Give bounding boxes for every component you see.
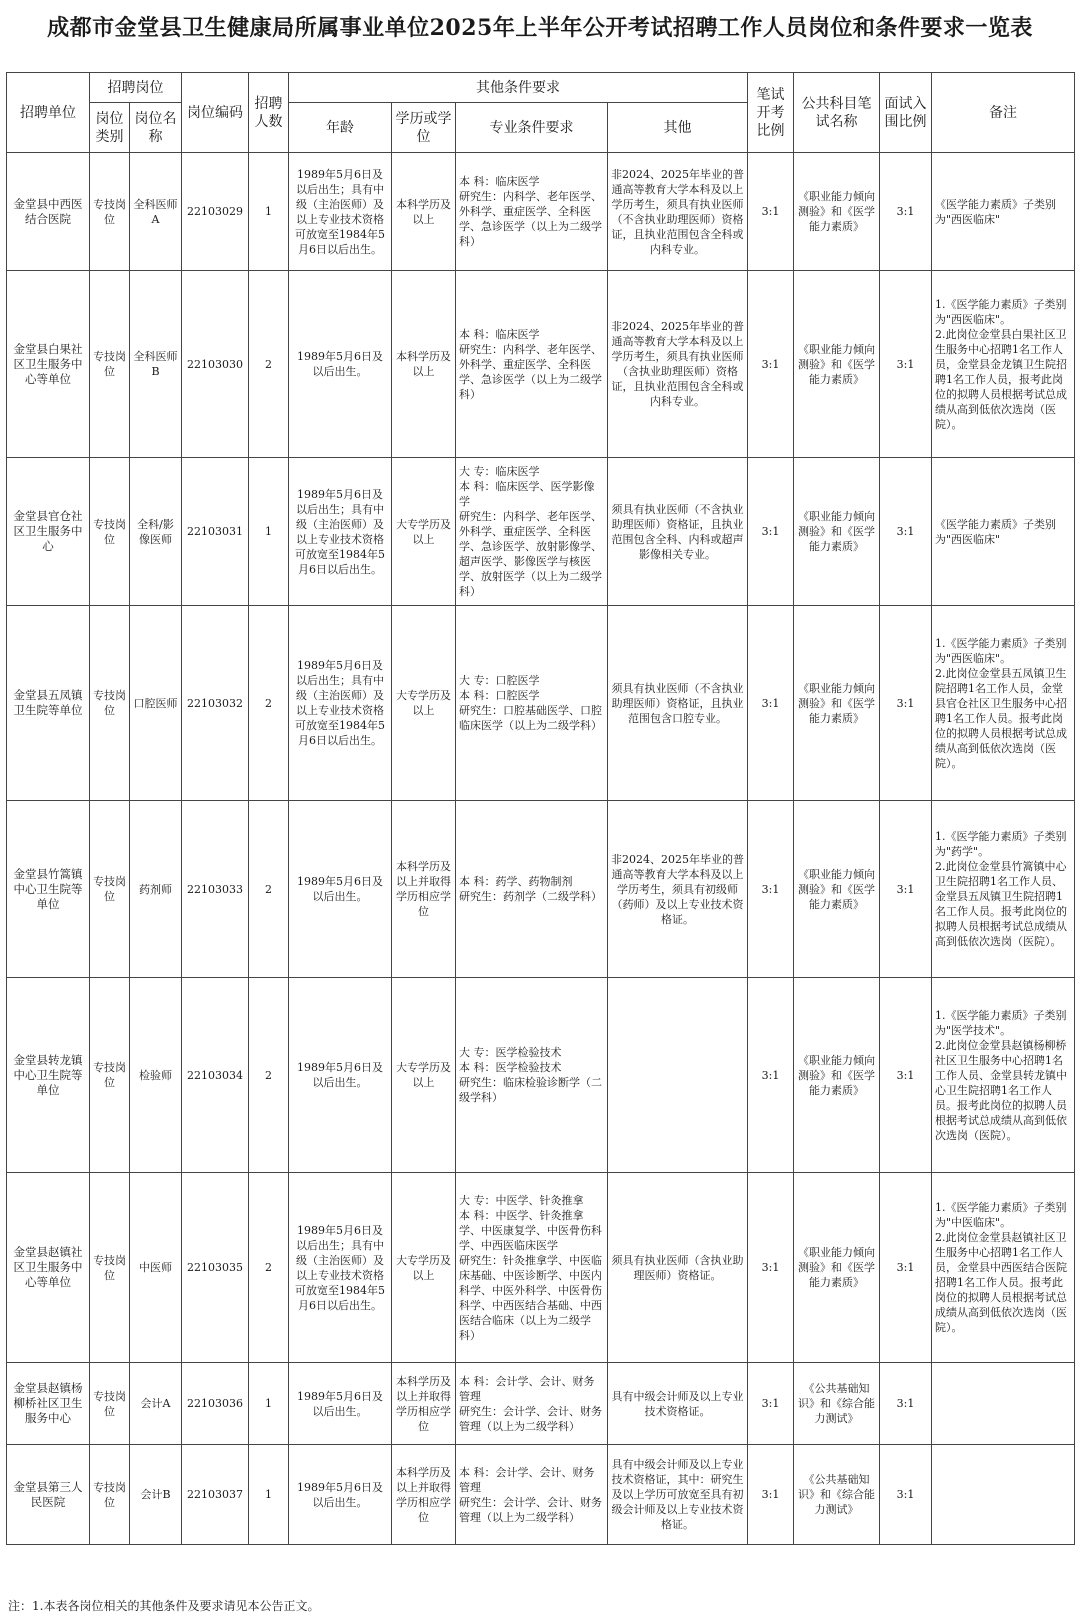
table-row bbox=[7, 1363, 1075, 1445]
age-cell: 1989年5月6日及以后出生。 bbox=[289, 1363, 392, 1445]
table-row bbox=[7, 606, 1075, 801]
subject-cell: 《职业能力倾向测验》和《医学能力素质》 bbox=[794, 1173, 880, 1363]
other-cell: 须具有执业医师（不含执业助理医师）资格证，且执业范围包含全科、内科或超声影像相关专业。 bbox=[608, 458, 748, 606]
subject-cell: 《公共基础知识》和《综合能力测试》 bbox=[794, 1363, 880, 1445]
remark-cell: 《医学能力素质》子类别为"西医临床" bbox=[932, 153, 1075, 271]
subject-cell: 《职业能力倾向测验》和《医学能力素质》 bbox=[794, 271, 880, 458]
major-cell: 大 专：中医学、针灸推拿 本 科：中医学、针灸推拿学、中医康复学、中医骨伤科学、中西医临床医学 研究生：针灸推拿学、中医临床基础、中医诊断学、中医内科学、中医外科学、中医骨伤科学、中西医结合基础、中西医结合临床（以上为二级学科） bbox=[456, 1173, 608, 1363]
header-unit: 招聘单位 bbox=[7, 73, 90, 153]
name-cell: 全科/影像医师 bbox=[130, 458, 182, 606]
recruitment-table bbox=[6, 72, 1075, 1545]
education-cell: 本科学历及以上 bbox=[392, 153, 456, 271]
ratio-cell: 3:1 bbox=[748, 801, 794, 978]
count-cell: 2 bbox=[249, 271, 289, 458]
other-cell: 非2024、2025年毕业的普通高等教育大学本科及以上学历考生，须具有初级师（药师）及以上专业技术资格证。 bbox=[608, 801, 748, 978]
count-cell: 1 bbox=[249, 458, 289, 606]
subject-cell: 《公共基础知识》和《综合能力测试》 bbox=[794, 1445, 880, 1545]
age-cell: 1989年5月6日及以后出生；具有中级（主治医师）及以上专业技术资格可放宽至1984年5月6日以后出生。 bbox=[289, 458, 392, 606]
unit-cell: 金堂县第三人民医院 bbox=[7, 1445, 90, 1545]
code-cell: 22103029 bbox=[182, 153, 249, 271]
count-cell: 1 bbox=[249, 153, 289, 271]
unit-cell: 金堂县中西医结合医院 bbox=[7, 153, 90, 271]
ratio-cell: 3:1 bbox=[748, 1173, 794, 1363]
header-major: 专业条件要求 bbox=[456, 103, 608, 153]
major-cell: 大 专：临床医学 本 科：临床医学、医学影像学 研究生：内科学、老年医学、外科学、重症医学、全科医学、急诊医学、放射影像学、超声医学、影像医学与核医学、放射医学（以上为二级学科） bbox=[456, 458, 608, 606]
age-cell: 1989年5月6日及以后出生。 bbox=[289, 978, 392, 1173]
other-cell: 具有中级会计师及以上专业技术资格证。 bbox=[608, 1363, 748, 1445]
name-cell: 口腔医师 bbox=[130, 606, 182, 801]
name-cell: 中医师 bbox=[130, 1173, 182, 1363]
type-cell: 专技岗位 bbox=[90, 153, 130, 271]
ratio-cell: 3:1 bbox=[748, 1445, 794, 1545]
remark-cell: 1.《医学能力素质》子类别为"西医临床"。 2.此岗位金堂县白果社区卫生服务中心招聘1名工作人员，金堂县金龙镇卫生院招聘1名工作人员，报考此岗位的拟聘人员根据考试总成绩从高到低依次选岗（医院）。 bbox=[932, 271, 1075, 458]
table-row bbox=[7, 271, 1075, 458]
interview-cell: 3:1 bbox=[880, 606, 932, 801]
table-row bbox=[7, 978, 1075, 1173]
education-cell: 大专学历及以上 bbox=[392, 458, 456, 606]
education-cell: 大专学历及以上 bbox=[392, 1173, 456, 1363]
name-cell: 全科医师A bbox=[130, 153, 182, 271]
ratio-cell: 3:1 bbox=[748, 978, 794, 1173]
education-cell: 本科学历及以上并取得学历相应学位 bbox=[392, 1363, 456, 1445]
table-row bbox=[7, 458, 1075, 606]
age-cell: 1989年5月6日及以后出生。 bbox=[289, 801, 392, 978]
header-education: 学历或学位 bbox=[392, 103, 456, 153]
other-cell: 须具有执业医师（含执业助理医师）资格证。 bbox=[608, 1173, 748, 1363]
code-cell: 22103034 bbox=[182, 978, 249, 1173]
other-cell: 非2024、2025年毕业的普通高等教育大学本科及以上学历考生，须具有执业医师（含执业助理医师）资格证，且执业范围包含全科或内科专业。 bbox=[608, 271, 748, 458]
type-cell: 专技岗位 bbox=[90, 978, 130, 1173]
document-title: 成都市金堂县卫生健康局所属事业单位2025年上半年公开考试招聘工作人员岗位和条件要求一览表 bbox=[47, 15, 1033, 41]
header-subject: 公共科目笔试名称 bbox=[794, 73, 880, 153]
type-cell: 专技岗位 bbox=[90, 1173, 130, 1363]
subject-cell: 《职业能力倾向测验》和《医学能力素质》 bbox=[794, 606, 880, 801]
header-interview: 面试入围比例 bbox=[880, 73, 932, 153]
education-cell: 本科学历及以上 bbox=[392, 271, 456, 458]
remark-cell: 1.《医学能力素质》子类别为"西医临床"。 2.此岗位金堂县五凤镇卫生院招聘1名工作人员，金堂县官仓社区卫生服务中心招聘1名工作人员。报考此岗位的拟聘人员根据考试总成绩从高到低依次选岗（医院）。 bbox=[932, 606, 1075, 801]
header-age: 年龄 bbox=[289, 103, 392, 153]
count-cell: 1 bbox=[249, 1363, 289, 1445]
table-row bbox=[7, 1173, 1075, 1363]
header-code: 岗位编码 bbox=[182, 73, 249, 153]
remark-cell: 1.《医学能力素质》子类别为"中医临床"。 2.此岗位金堂县赵镇社区卫生服务中心招聘1名工作人员，金堂县中西医结合医院招聘1名工作人员。报考此岗位的拟聘人员根据考试总成绩从高到低依次选岗（医院）。 bbox=[932, 1173, 1075, 1363]
education-cell: 本科学历及以上并取得学历相应学位 bbox=[392, 1445, 456, 1545]
unit-cell: 金堂县赵镇杨柳桥社区卫生服务中心 bbox=[7, 1363, 90, 1445]
footnote: 注：1.本表各岗位相关的其他条件及要求请见本公告正文。 bbox=[8, 1599, 320, 1613]
header-remark: 备注 bbox=[932, 73, 1075, 153]
remark-cell: 1.《医学能力素质》子类别为"医学技术"。 2.此岗位金堂县赵镇杨柳桥社区卫生服务中心招聘1名工作人员、金堂县转龙镇中心卫生院招聘1名工作人员。报考此岗位的拟聘人员根据考试总成绩从高到低依次选岗（医院）。 bbox=[932, 978, 1075, 1173]
type-cell: 专技岗位 bbox=[90, 606, 130, 801]
count-cell: 2 bbox=[249, 606, 289, 801]
unit-cell: 金堂县白果社区卫生服务中心等单位 bbox=[7, 271, 90, 458]
name-cell: 检验师 bbox=[130, 978, 182, 1173]
table-body bbox=[7, 153, 1075, 1545]
table-row bbox=[7, 1445, 1075, 1545]
header-ratio: 笔试开考比例 bbox=[748, 73, 794, 153]
education-cell: 大专学历及以上 bbox=[392, 978, 456, 1173]
interview-cell: 3:1 bbox=[880, 801, 932, 978]
code-cell: 22103032 bbox=[182, 606, 249, 801]
major-cell: 大 专：医学检验技术 本 科：医学检验技术 研究生：临床检验诊断学（二级学科） bbox=[456, 978, 608, 1173]
subject-cell: 《职业能力倾向测验》和《医学能力素质》 bbox=[794, 153, 880, 271]
ratio-cell: 3:1 bbox=[748, 271, 794, 458]
header-position-type: 岗位类别 bbox=[90, 103, 130, 153]
table-row bbox=[7, 153, 1075, 271]
count-cell: 1 bbox=[249, 1445, 289, 1545]
major-cell: 本 科：会计学、会计、财务管理 研究生：会计学、会计、财务管理（以上为二级学科） bbox=[456, 1445, 608, 1545]
interview-cell: 3:1 bbox=[880, 1445, 932, 1545]
subject-cell: 《职业能力倾向测验》和《医学能力素质》 bbox=[794, 978, 880, 1173]
name-cell: 会计B bbox=[130, 1445, 182, 1545]
type-cell: 专技岗位 bbox=[90, 458, 130, 606]
other-cell: 非2024、2025年毕业的普通高等教育大学本科及以上学历考生，须具有执业医师（不含执业助理医师）资格证，且执业范围包含全科或内科专业。 bbox=[608, 153, 748, 271]
code-cell: 22103031 bbox=[182, 458, 249, 606]
interview-cell: 3:1 bbox=[880, 271, 932, 458]
header-position-name: 岗位名称 bbox=[130, 103, 182, 153]
other-cell bbox=[608, 978, 748, 1173]
header-other-group: 其他条件要求 bbox=[289, 73, 748, 103]
code-cell: 22103035 bbox=[182, 1173, 249, 1363]
type-cell: 专技岗位 bbox=[90, 1445, 130, 1545]
name-cell: 会计A bbox=[130, 1363, 182, 1445]
major-cell: 本 科：药学、药物制剂 研究生：药剂学（二级学科） bbox=[456, 801, 608, 978]
header-position-group: 招聘岗位 bbox=[90, 73, 182, 103]
age-cell: 1989年5月6日及以后出生；具有中级（主治医师）及以上专业技术资格可放宽至1984年5月6日以后出生。 bbox=[289, 606, 392, 801]
age-cell: 1989年5月6日及以后出生。 bbox=[289, 271, 392, 458]
count-cell: 2 bbox=[249, 978, 289, 1173]
code-cell: 22103030 bbox=[182, 271, 249, 458]
unit-cell: 金堂县赵镇社区卫生服务中心等单位 bbox=[7, 1173, 90, 1363]
remark-cell bbox=[932, 1363, 1075, 1445]
other-cell: 具有中级会计师及以上专业技术资格证，其中：研究生及以上学历可放宽至具有初级会计师及以上专业技术资格证。 bbox=[608, 1445, 748, 1545]
age-cell: 1989年5月6日及以后出生。 bbox=[289, 1445, 392, 1545]
unit-cell: 金堂县五凤镇卫生院等单位 bbox=[7, 606, 90, 801]
ratio-cell: 3:1 bbox=[748, 1363, 794, 1445]
age-cell: 1989年5月6日及以后出生；具有中级（主治医师）及以上专业技术资格可放宽至1984年5月6日以后出生。 bbox=[289, 1173, 392, 1363]
ratio-cell: 3:1 bbox=[748, 606, 794, 801]
unit-cell: 金堂县官仓社区卫生服务中心 bbox=[7, 458, 90, 606]
age-cell: 1989年5月6日及以后出生；具有中级（主治医师）及以上专业技术资格可放宽至1984年5月6日以后出生。 bbox=[289, 153, 392, 271]
code-cell: 22103033 bbox=[182, 801, 249, 978]
remark-cell: 1.《医学能力素质》子类别为"药学"。 2.此岗位金堂县竹篙镇中心卫生院招聘1名工作人员、金堂县五凤镇卫生院招聘1名工作人员。报考此岗位的拟聘人员根据考试总成绩从高到低依次选岗（医院）。 bbox=[932, 801, 1075, 978]
education-cell: 本科学历及以上并取得学历相应学位 bbox=[392, 801, 456, 978]
ratio-cell: 3:1 bbox=[748, 153, 794, 271]
type-cell: 专技岗位 bbox=[90, 271, 130, 458]
count-cell: 2 bbox=[249, 1173, 289, 1363]
major-cell: 本 科：临床医学 研究生：内科学、老年医学、外科学、重症医学、全科医学、急诊医学（以上为二级学科） bbox=[456, 271, 608, 458]
header-other: 其他 bbox=[608, 103, 748, 153]
name-cell: 药剂师 bbox=[130, 801, 182, 978]
header-count: 招聘人数 bbox=[249, 73, 289, 153]
major-cell: 本 科：临床医学 研究生：内科学、老年医学、外科学、重症医学、全科医学、急诊医学（以上为二级学科） bbox=[456, 153, 608, 271]
interview-cell: 3:1 bbox=[880, 1363, 932, 1445]
interview-cell: 3:1 bbox=[880, 458, 932, 606]
unit-cell: 金堂县转龙镇中心卫生院等单位 bbox=[7, 978, 90, 1173]
subject-cell: 《职业能力倾向测验》和《医学能力素质》 bbox=[794, 458, 880, 606]
type-cell: 专技岗位 bbox=[90, 801, 130, 978]
unit-cell: 金堂县竹篙镇中心卫生院等单位 bbox=[7, 801, 90, 978]
other-cell: 须具有执业医师（不含执业助理医师）资格证，且执业范围包含口腔专业。 bbox=[608, 606, 748, 801]
subject-cell: 《职业能力倾向测验》和《医学能力素质》 bbox=[794, 801, 880, 978]
code-cell: 22103037 bbox=[182, 1445, 249, 1545]
count-cell: 2 bbox=[249, 801, 289, 978]
interview-cell: 3:1 bbox=[880, 1173, 932, 1363]
interview-cell: 3:1 bbox=[880, 153, 932, 271]
remark-cell: 《医学能力素质》子类别为"西医临床" bbox=[932, 458, 1075, 606]
interview-cell: 3:1 bbox=[880, 978, 932, 1173]
major-cell: 大 专：口腔医学 本 科：口腔医学 研究生：口腔基础医学、口腔临床医学（以上为二级学科） bbox=[456, 606, 608, 801]
ratio-cell: 3:1 bbox=[748, 458, 794, 606]
name-cell: 全科医师B bbox=[130, 271, 182, 458]
code-cell: 22103036 bbox=[182, 1363, 249, 1445]
remark-cell bbox=[932, 1445, 1075, 1545]
education-cell: 大专学历及以上 bbox=[392, 606, 456, 801]
table-row bbox=[7, 801, 1075, 978]
major-cell: 本 科：会计学、会计、财务管理 研究生：会计学、会计、财务管理（以上为二级学科） bbox=[456, 1363, 608, 1445]
type-cell: 专技岗位 bbox=[90, 1363, 130, 1445]
